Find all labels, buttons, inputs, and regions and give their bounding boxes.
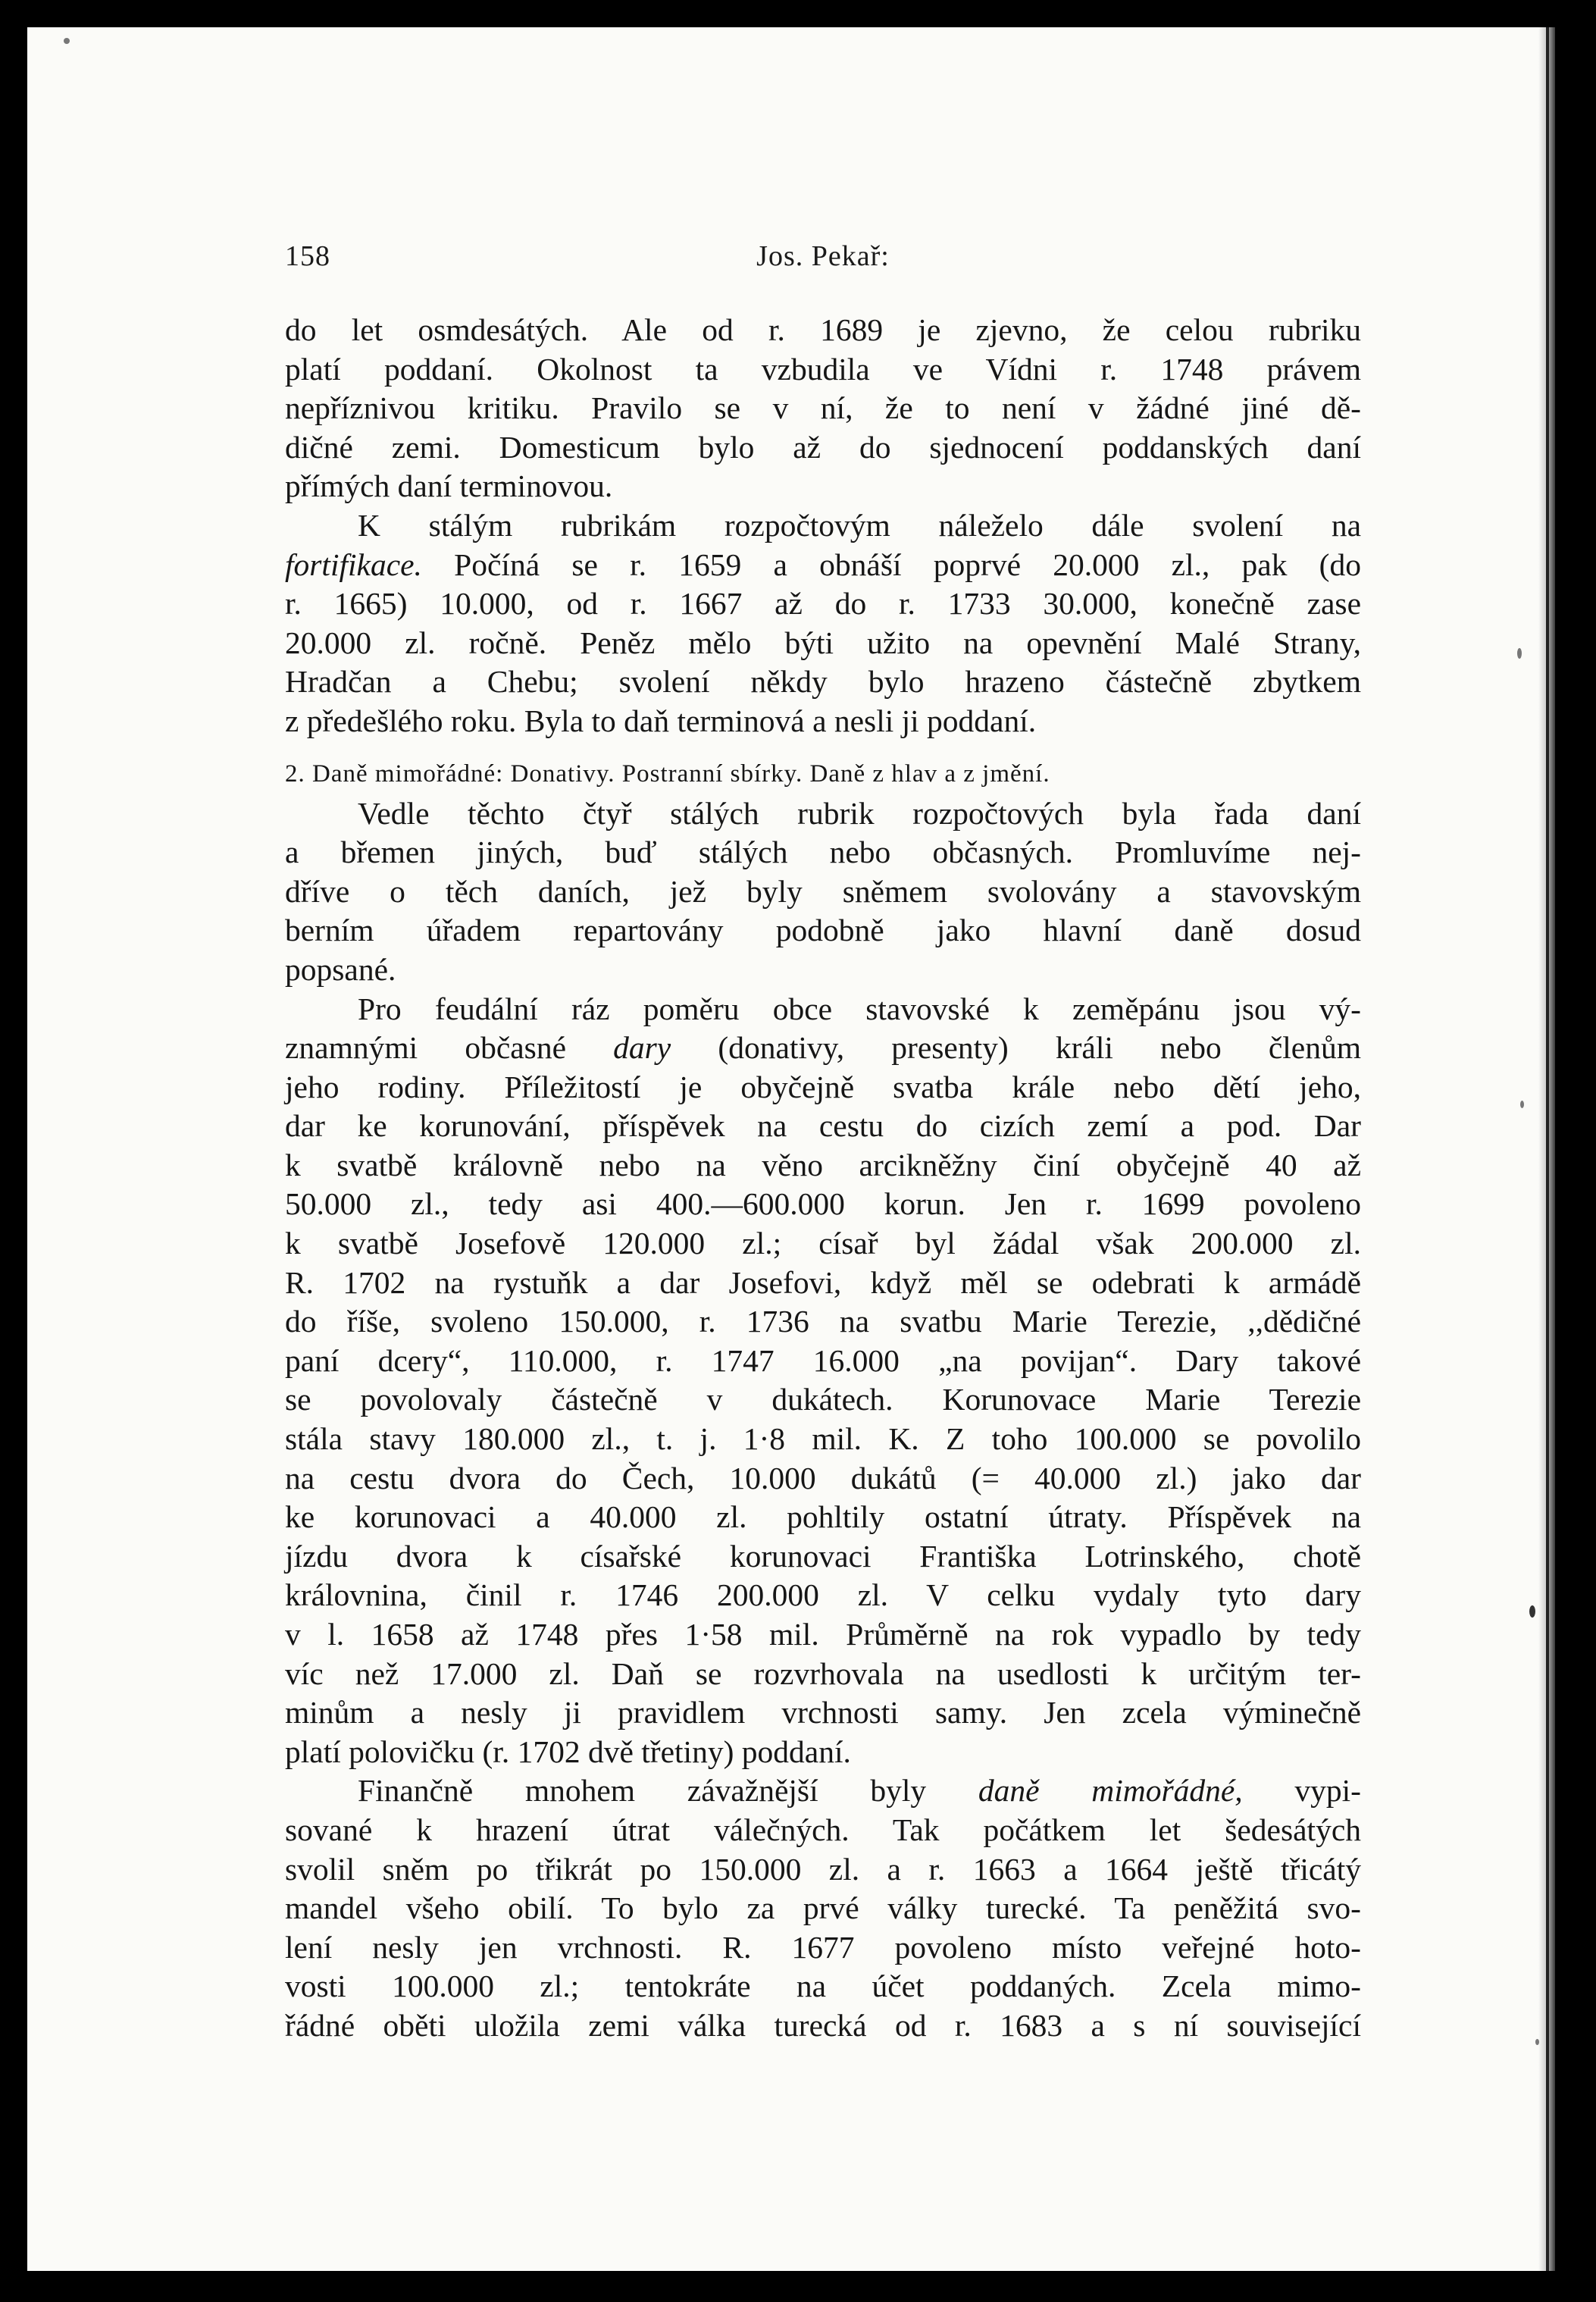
text-line: lení nesly jen vrchnosti. R. 1677 povoleno místo veřejné hoto- (285, 1929, 1361, 1965)
text-line: 50.000 zl., tedy asi 400.—600.000 korun. Jen r. 1699 povoleno (285, 1186, 1361, 1222)
text-line: dičné zemi. Domesticum bylo až do sjednocení poddanských daní (285, 429, 1361, 465)
text-line: dar ke korunování, příspěvek na cestu do cizích zemí a pod. Dar (285, 1108, 1361, 1144)
text-line: víc než 17.000 zl. Daň se rozvrhovala na usedlosti k určitým ter- (285, 1655, 1361, 1691)
italic-term: dary (613, 1030, 671, 1066)
text-line: přímých daní terminovou. (285, 468, 613, 504)
text-line: fortifikace. Počíná se r. 1659 a obnáší poprvé 20.000 zl., pak (do (285, 547, 1361, 582)
paragraph (285, 506, 1361, 741)
scan-speck (64, 38, 70, 44)
text-line: ke korunovaci a 40.000 zl. pohltily ostatní útraty. Příspěvek na (285, 1499, 1361, 1535)
scan-speck (1520, 1101, 1524, 1108)
text-line: popsané. (285, 951, 396, 987)
text-line: mandel všeho obilí. To bylo za prvé války turecké. Ta peněžitá svo- (285, 1890, 1361, 1926)
text-line: berním úřadem repartovány podobně jako hlavní daně dosud (285, 913, 1361, 948)
text-line: 20.000 zl. ročně. Peněz mělo býti užito na opevnění Malé Strany, (285, 625, 1361, 660)
text-line: r. 1665) 10.000, od r. 1667 až do r. 1733 30.000, konečně zase (285, 586, 1361, 622)
scan-speck (1535, 2039, 1539, 2045)
text-line: stála stavy 180.000 zl., t. j. 1·8 mil. K. Z toho 100.000 se povolilo (285, 1421, 1361, 1457)
italic-term: daně mimořádné, (978, 1773, 1243, 1809)
scan-speck (1529, 1605, 1535, 1618)
text-line: vosti 100.000 zl.; tentokráte na účet poddaných. Zcela mimo- (285, 1968, 1361, 2004)
text-line: do let osmdesátých. Ale od r. 1689 je zjevno, že celou rubriku (285, 312, 1361, 347)
text-line: do říše, svoleno 150.000, r. 1736 na svatbu Marie Terezie, ,,dědičné (285, 1304, 1361, 1339)
text-line: řádné oběti uložila zemi válka turecká od r. 1683 a s ní související (285, 2007, 1361, 2043)
text-line: Vedle těchto čtyř stálých rubrik rozpočtových byla řada daní (358, 795, 1361, 831)
page-number: 158 (285, 240, 330, 272)
italic-term: fortifikace. (285, 547, 422, 582)
paragraph (285, 990, 1361, 1772)
text-line: z předešlého roku. Byla to daň terminová a nesli ji poddaní. (285, 703, 1037, 738)
text-line: Pro feudální ráz poměru obce stavovské k zeměpánu jsou vý- (358, 991, 1361, 1026)
running-title: Jos. Pekař: (756, 240, 890, 272)
text-line: Hradčan a Chebu; svolení někdy bylo hrazeno částečně zbytkem (285, 664, 1361, 700)
text-line: a břemen jiných, buď stálých nebo občasných. Promluvíme nej- (285, 835, 1361, 870)
section-heading: 2. Daně mimořádné: Donativy. Postranní sbírky. Daně z hlav a z jmění. (285, 760, 1050, 788)
running-header (285, 240, 1361, 285)
text-line: jízdu dvora k císařské korunovaci Františka Lotrinského, chotě (285, 1538, 1361, 1574)
text-line: se povolovaly částečně v dukátech. Korunovace Marie Terezie (285, 1382, 1361, 1417)
text-line: nepříznivou kritiku. Pravilo se v ní, že to není v žádné jiné dě- (285, 390, 1361, 426)
text-line: paní dcery“, 110.000, r. 1747 16.000 „na povijan“. Dary takové (285, 1342, 1361, 1378)
text-line: královnina, činil r. 1746 200.000 zl. V celku vydaly tyto dary (285, 1577, 1361, 1613)
text-line: na cestu dvora do Čech, 10.000 dukátů (= 40.000 zl.) jako dar (285, 1460, 1361, 1496)
text-line: svolil sněm po třikrát po 150.000 zl. a r. 1663 a 1664 ještě třicátý (285, 1851, 1361, 1887)
text-line: platí poddaní. Okolnost ta vzbudila ve Vídni r. 1748 právem (285, 351, 1361, 387)
text-line: k svatbě královně nebo na věno arcikněžny činí obyčejně 40 až (285, 1147, 1361, 1182)
text-line: minům a nesly ji pravidlem vrchnosti samy. Jen zcela výminečně (285, 1695, 1361, 1730)
paragraph (285, 794, 1361, 990)
text-line: sované k hrazení útrat válečných. Tak počátkem let šedesátých (285, 1812, 1361, 1847)
text-line: k svatbě Josefově 120.000 zl.; císař byl žádal však 200.000 zl. (285, 1226, 1361, 1261)
page-gutter-edge (1546, 27, 1549, 2271)
scan-speck (1517, 648, 1522, 659)
paragraph (285, 311, 1361, 506)
main-text (285, 311, 1361, 2046)
text-line: jeho rodiny. Příležitostí je obyčejně svatba krále nebo dětí jeho, (285, 1069, 1361, 1104)
text-line: platí polovičku (r. 1702 dvě třetiny) poddaní. (285, 1734, 851, 1769)
text-line: dříve o těch daních, jež byly sněmem svolovány a stavovským (285, 873, 1361, 909)
text-line: R. 1702 na rystuňk a dar Josefovi, když měl se odebrati k armádě (285, 1264, 1361, 1300)
text-line: K stálým rubrikám rozpočtovým náleželo dále svolení na (358, 507, 1361, 543)
text-line: v l. 1658 až 1748 přes 1·58 mil. Průměrně na rok vypadlo by tedy (285, 1617, 1361, 1652)
paragraph (285, 1771, 1361, 2045)
text-line: Finančně mnohem závažnější byly daně mimořádné, vypi- (358, 1773, 1361, 1809)
text-line: znamnými občasné dary (donativy, presenty) králi nebo členům (285, 1030, 1362, 1066)
